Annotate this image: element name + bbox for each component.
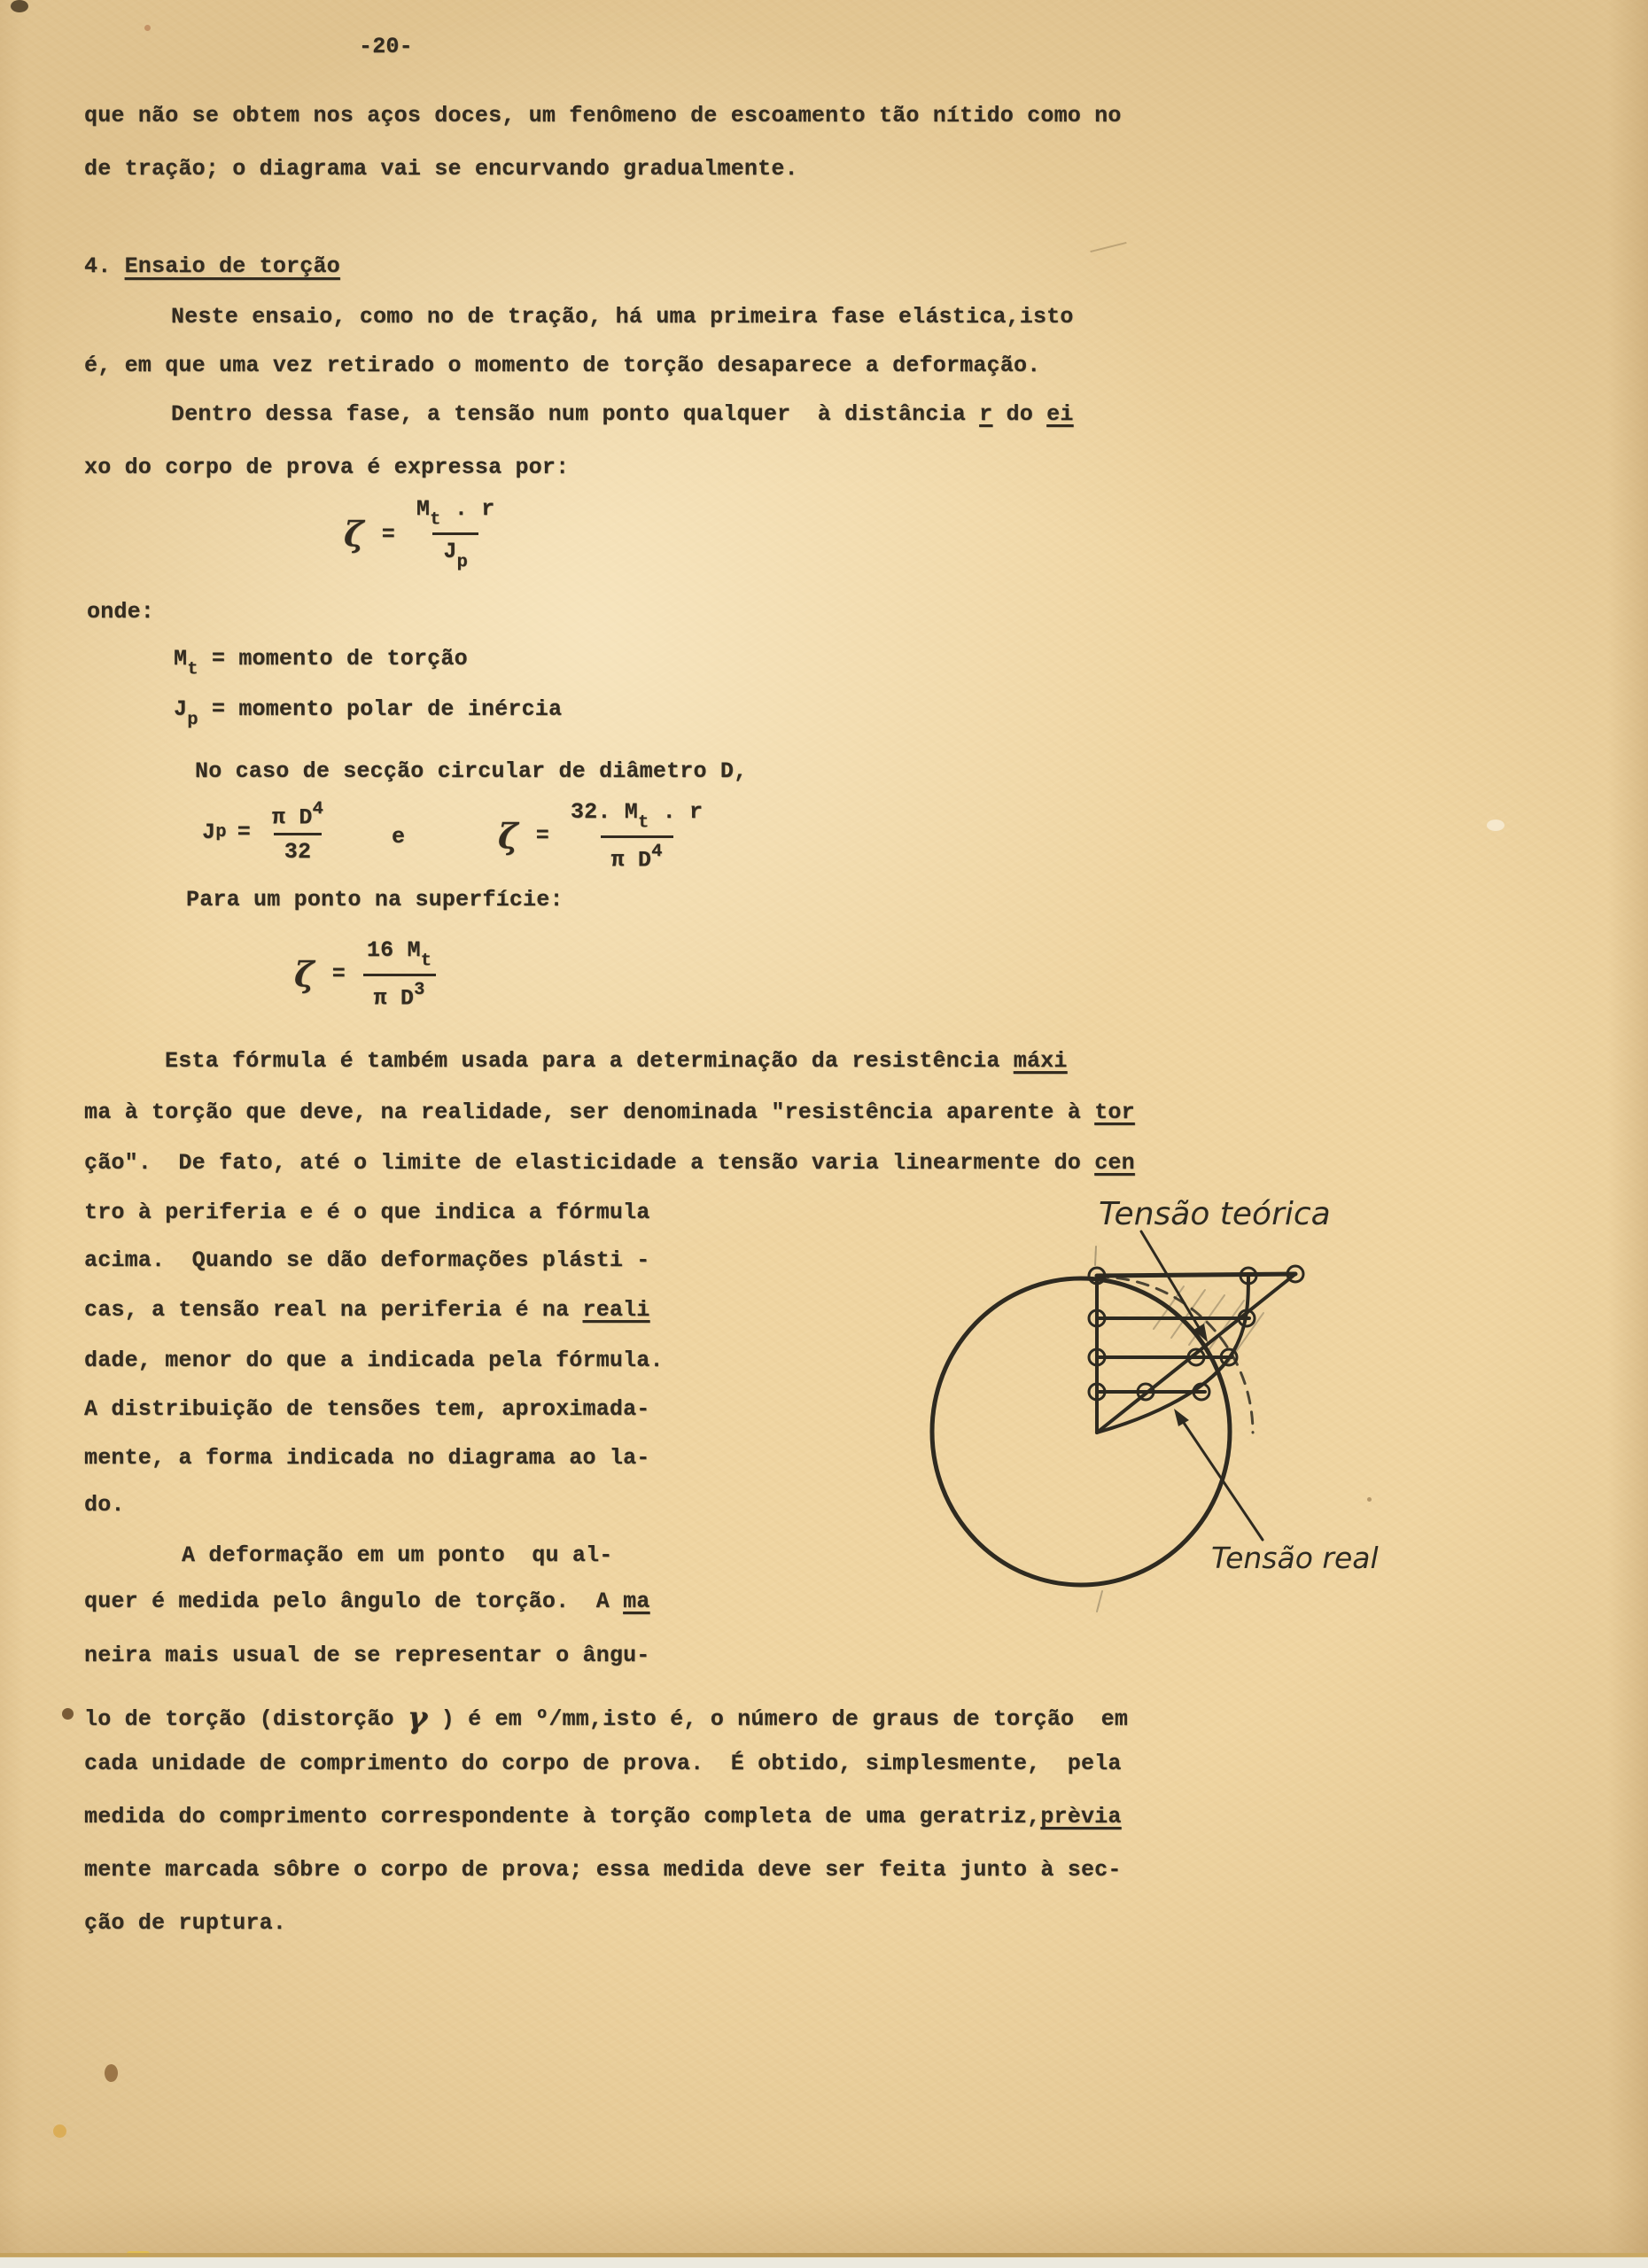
body-line: cada unidade de comprimento do corpo de prova. É obtido, simplesmente, pela [84,1751,1122,1776]
fraction-denominator: $J_p$ [432,532,478,572]
paper-bottom-edge [0,2253,1648,2257]
formula-shear-stress [344,496,505,573]
body-line: No caso de secção circular de diâmetro D, [195,758,748,784]
underlined-symbol-r: r [979,401,993,427]
paper-speck [53,2124,66,2138]
diagram-label-tensao-real: Tensão real [1211,1541,1379,1575]
body-line: ma à torção que deve, na realidade, ser denominada "resistência aparente à tor [84,1099,1135,1125]
section-circle [932,1278,1230,1585]
body-line: ção". De fato, até o limite de elasticidade a tensão varia linearmente do cen [84,1150,1135,1176]
theoretical-stress-line [1097,1274,1295,1433]
equals-sign: = [237,819,251,845]
equals-sign: = [381,521,395,548]
section-number: 4. [84,253,125,279]
equals-sign: = [331,961,346,988]
formula-polar-moment: J p = $\frac{\pi D^4}{32}$ [202,799,334,865]
equals-sign: = [535,823,549,850]
formula-shear-circular [498,799,713,874]
tau-symbol: ζ [294,953,315,994]
body-line: onde: [87,599,155,625]
paper-fleck [1487,819,1504,831]
gamma-symbol: γ [407,1700,428,1736]
body-line: Neste ensaio, como no de tração, há uma primeira fase elástica,isto [171,304,1074,330]
body-line: mente marcada sôbre o corpo de prova; essa medida deve ser feita junto à sec- [84,1857,1122,1883]
body-line: dade, menor do que a indicada pela fórmula. [84,1348,664,1373]
body-line: Para um ponto na superfície: [186,887,564,913]
body-line: quer é medida pelo ângulo de torção. A ma [84,1588,650,1614]
arrowhead [1174,1409,1189,1426]
real-label-arrow [1178,1415,1263,1540]
body-line: mente, a forma indicada no diagrama ao la- [84,1445,650,1471]
body-line [171,401,1074,427]
body-line: neira mais usual de se representar o ângu- [84,1643,650,1668]
text-segment: Dentro dessa fase, a tensão num ponto qualquer à distância [171,401,980,427]
underlined-syllable: ei [1046,401,1074,427]
paper-speck [144,25,151,31]
fraction [560,799,713,874]
body-line: A distribuição de tensões tem, aproximada- [84,1396,650,1422]
intro-line-1: que não se obtem nos aços doces, um fenômeno de escoamento tão nítido como no [84,103,1122,128]
torsion-stress-diagram [913,1198,1418,1623]
body-line: lo de torção (distorção γ ) é em º/mm,isto é, o número de graus de torção em [84,1700,1129,1736]
paper-speck [62,1708,74,1720]
body-line: xo do corpo de prova é expressa por: [84,454,570,480]
real-stress-curve [1097,1276,1248,1433]
page-number: -20- [359,34,413,59]
formula-surface-stress [294,937,442,1012]
fraction [356,937,442,1012]
fraction-numerator: 32. $M_t$ . r [570,799,704,834]
intro-line-2: de tração; o diagrama vai se encurvando gradualmente. [84,156,798,182]
body-line: é, em que uma vez retirado o momento de torção desaparece a deformação. [84,353,1041,378]
formula-connector-e: e [392,824,406,850]
definition-mt: $M_t$ = momento de torção [174,646,468,680]
theoretical-label-arrow [1141,1231,1205,1338]
tau-symbol: ζ [344,514,364,555]
body-line: acima. Quando se dão deformações plásti - [84,1247,650,1273]
body-line: do. [84,1492,125,1518]
fraction-numerator: $M_t$ . r [416,496,495,531]
section-title: Ensaio de torção [124,253,340,279]
fraction-numerator: 16 $M_t$ [366,937,432,972]
diagram-label-tensao-teorica: Tensão teórica [1099,1198,1331,1232]
section-heading [84,253,340,279]
fraction [406,496,506,573]
body-line: Esta fórmula é também usada para a determinação da resistência máxi [165,1048,1068,1074]
body-line: cas, a tensão real na periferia é na reali [84,1297,650,1323]
fraction-denominator: 32 [274,833,322,865]
fraction-denominator: π $D^3$ [363,974,436,1011]
fraction [261,799,334,865]
body-line: tro à periferia e é o que indica a fórmula [84,1200,650,1225]
fraction-numerator: π $D^4$ [271,799,324,831]
body-line: A deformação em um ponto qu al- [182,1542,613,1568]
text-segment: do [992,401,1047,427]
body-line: medida do comprimento correspondente à torção completa de uma geratriz,prèvia [84,1804,1122,1829]
body-line: ção de ruptura. [84,1910,287,1936]
paper-speck [105,2064,118,2082]
stress-level-line [1097,1274,1295,1276]
fraction-denominator: π $D^4$ [601,835,673,873]
paper-stain [11,0,28,12]
definition-jp: $J_p$ = momento polar de inércia [174,696,563,731]
tau-symbol: ζ [498,815,518,856]
